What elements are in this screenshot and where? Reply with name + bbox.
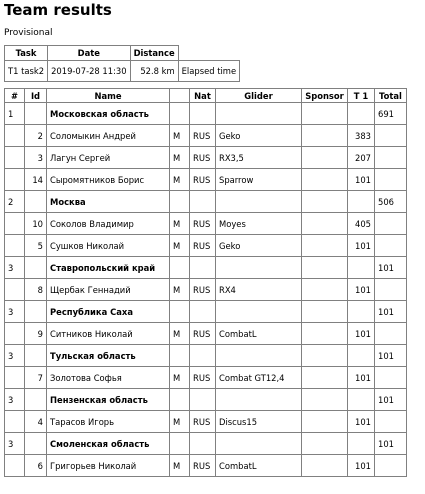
team-t1-cell (348, 257, 375, 279)
team-sponsor-cell (302, 191, 348, 213)
team-sex-cell (170, 257, 190, 279)
sex-header (170, 89, 190, 103)
team-id-cell (25, 345, 47, 367)
team-nat-cell (190, 257, 216, 279)
task-scoring-note: Elapsed time (178, 61, 239, 82)
team-t1-cell (348, 301, 375, 323)
pilot-t1: 101 (348, 367, 375, 389)
pilot-rank-cell (5, 455, 25, 477)
pilot-sponsor (302, 169, 348, 191)
team-t1-cell (348, 191, 375, 213)
pilot-name: Щербак Геннадий (47, 279, 170, 301)
pilot-id: 5 (25, 235, 47, 257)
pilot-nat: RUS (190, 279, 216, 301)
pilot-id: 2 (25, 125, 47, 147)
pilot-row (5, 147, 407, 169)
team-results-table (4, 88, 407, 477)
task-info-table (4, 45, 240, 82)
team-id-cell (25, 389, 47, 411)
pilot-total-cell (375, 323, 407, 345)
team-total: 101 (375, 301, 407, 323)
pilot-t1: 405 (348, 213, 375, 235)
team-row (5, 257, 407, 279)
pilot-row (5, 323, 407, 345)
team-rank: 3 (5, 345, 25, 367)
pilot-rank-cell (5, 147, 25, 169)
pilot-total-cell (375, 169, 407, 191)
team-nat-cell (190, 301, 216, 323)
pilot-row (5, 411, 407, 433)
team-total: 506 (375, 191, 407, 213)
t1-header: T 1 (348, 89, 375, 103)
team-sex-cell (170, 191, 190, 213)
status-label: Provisional (4, 28, 53, 38)
task-info-row (5, 61, 240, 82)
pilot-total-cell (375, 411, 407, 433)
pilot-nat: RUS (190, 147, 216, 169)
results-body (5, 103, 407, 477)
pilot-row (5, 169, 407, 191)
distance-header: Distance (130, 46, 178, 61)
pilot-name: Сыромятников Борис (47, 169, 170, 191)
pilot-rank-cell (5, 323, 25, 345)
pilot-glider: Geko (216, 125, 302, 147)
pilot-glider: Geko (216, 235, 302, 257)
team-name: Ставропольский край (47, 257, 170, 279)
team-sponsor-cell (302, 103, 348, 125)
pilot-sponsor (302, 323, 348, 345)
team-id-cell (25, 103, 47, 125)
team-sponsor-cell (302, 257, 348, 279)
pilot-total-cell (375, 455, 407, 477)
team-t1-cell (348, 103, 375, 125)
pilot-sex: M (170, 213, 190, 235)
pilot-rank-cell (5, 213, 25, 235)
total-header: Total (375, 89, 407, 103)
pilot-glider: RX4 (216, 279, 302, 301)
pilot-rank-cell (5, 169, 25, 191)
team-sex-cell (170, 433, 190, 455)
team-rank: 3 (5, 301, 25, 323)
team-glider-cell (216, 389, 302, 411)
pilot-nat: RUS (190, 367, 216, 389)
pilot-name: Золотова Софья (47, 367, 170, 389)
pilot-t1: 383 (348, 125, 375, 147)
team-glider-cell (216, 257, 302, 279)
pilot-sex: M (170, 411, 190, 433)
pilot-glider: Moyes (216, 213, 302, 235)
task-date: 2019-07-28 11:30 (48, 61, 130, 82)
team-sponsor-cell (302, 345, 348, 367)
team-sex-cell (170, 103, 190, 125)
pilot-nat: RUS (190, 235, 216, 257)
team-rank: 3 (5, 433, 25, 455)
pilot-nat: RUS (190, 323, 216, 345)
pilot-glider: RX3,5 (216, 147, 302, 169)
team-rank: 1 (5, 103, 25, 125)
glider-header: Glider (216, 89, 302, 103)
pilot-id: 7 (25, 367, 47, 389)
date-header: Date (48, 46, 130, 61)
pilot-glider: CombatL (216, 455, 302, 477)
pilot-t1: 101 (348, 279, 375, 301)
pilot-sponsor (302, 455, 348, 477)
team-rank: 3 (5, 389, 25, 411)
pilot-sex: M (170, 455, 190, 477)
pilot-sex: M (170, 367, 190, 389)
pilot-row (5, 367, 407, 389)
task-header-row (5, 46, 240, 61)
team-sponsor-cell (302, 433, 348, 455)
pilot-rank-cell (5, 279, 25, 301)
pilot-total-cell (375, 125, 407, 147)
pilot-glider: Combat GT12,4 (216, 367, 302, 389)
team-row (5, 345, 407, 367)
team-nat-cell (190, 433, 216, 455)
team-sex-cell (170, 345, 190, 367)
task-header: Task (5, 46, 48, 61)
pilot-sponsor (302, 411, 348, 433)
pilot-id: 8 (25, 279, 47, 301)
task-distance: 52.8 km (130, 61, 178, 82)
pilot-sex: M (170, 147, 190, 169)
team-total: 101 (375, 257, 407, 279)
pilot-t1: 101 (348, 411, 375, 433)
team-id-cell (25, 301, 47, 323)
pilot-sponsor (302, 213, 348, 235)
nat-header: Nat (190, 89, 216, 103)
pilot-nat: RUS (190, 169, 216, 191)
team-nat-cell (190, 389, 216, 411)
pilot-glider: Sparrow (216, 169, 302, 191)
team-sex-cell (170, 301, 190, 323)
rank-header: # (5, 89, 25, 103)
team-rank: 2 (5, 191, 25, 213)
pilot-sex: M (170, 235, 190, 257)
team-glider-cell (216, 103, 302, 125)
pilot-name: Ситников Николай (47, 323, 170, 345)
pilot-sponsor (302, 147, 348, 169)
pilot-sponsor (302, 125, 348, 147)
team-id-cell (25, 257, 47, 279)
team-glider-cell (216, 345, 302, 367)
pilot-name: Сушков Николай (47, 235, 170, 257)
pilot-nat: RUS (190, 411, 216, 433)
pilot-id: 9 (25, 323, 47, 345)
pilot-id: 10 (25, 213, 47, 235)
id-header: Id (25, 89, 47, 103)
pilot-sex: M (170, 169, 190, 191)
pilot-sponsor (302, 367, 348, 389)
pilot-name: Соколов Владимир (47, 213, 170, 235)
sponsor-header: Sponsor (302, 89, 348, 103)
pilot-rank-cell (5, 367, 25, 389)
pilot-nat: RUS (190, 125, 216, 147)
pilot-rank-cell (5, 235, 25, 257)
pilot-t1: 101 (348, 323, 375, 345)
team-nat-cell (190, 191, 216, 213)
pilot-t1: 207 (348, 147, 375, 169)
pilot-glider: Discus15 (216, 411, 302, 433)
pilot-id: 3 (25, 147, 47, 169)
pilot-row (5, 235, 407, 257)
team-name: Смоленская область (47, 433, 170, 455)
task-name: T1 task2 (5, 61, 48, 82)
team-nat-cell (190, 345, 216, 367)
pilot-id: 14 (25, 169, 47, 191)
team-t1-cell (348, 345, 375, 367)
pilot-t1: 101 (348, 235, 375, 257)
team-sponsor-cell (302, 389, 348, 411)
pilot-sponsor (302, 279, 348, 301)
pilot-glider: CombatL (216, 323, 302, 345)
team-row (5, 433, 407, 455)
team-nat-cell (190, 103, 216, 125)
pilot-nat: RUS (190, 213, 216, 235)
pilot-rank-cell (5, 411, 25, 433)
team-total: 101 (375, 345, 407, 367)
results-header-row (5, 89, 407, 103)
team-glider-cell (216, 301, 302, 323)
team-sex-cell (170, 389, 190, 411)
pilot-id: 6 (25, 455, 47, 477)
pilot-id: 4 (25, 411, 47, 433)
team-total: 101 (375, 433, 407, 455)
team-row (5, 103, 407, 125)
pilot-name: Соломыкин Андрей (47, 125, 170, 147)
team-glider-cell (216, 191, 302, 213)
pilot-rank-cell (5, 125, 25, 147)
team-t1-cell (348, 389, 375, 411)
pilot-name: Григорьев Николай (47, 455, 170, 477)
pilot-sex: M (170, 125, 190, 147)
pilot-sex: M (170, 323, 190, 345)
pilot-name: Тарасов Игорь (47, 411, 170, 433)
pilot-total-cell (375, 235, 407, 257)
pilot-t1: 101 (348, 455, 375, 477)
team-name: Республика Саха (47, 301, 170, 323)
pilot-total-cell (375, 279, 407, 301)
team-row (5, 389, 407, 411)
team-total: 691 (375, 103, 407, 125)
pilot-total-cell (375, 147, 407, 169)
pilot-t1: 101 (348, 169, 375, 191)
team-row (5, 301, 407, 323)
pilot-name: Лагун Сергей (47, 147, 170, 169)
team-total: 101 (375, 389, 407, 411)
pilot-row (5, 455, 407, 477)
pilot-sex: M (170, 279, 190, 301)
team-name: Тульская область (47, 345, 170, 367)
team-name: Пензенская область (47, 389, 170, 411)
pilot-row (5, 279, 407, 301)
team-rank: 3 (5, 257, 25, 279)
pilot-row (5, 125, 407, 147)
team-name: Московская область (47, 103, 170, 125)
pilot-total-cell (375, 367, 407, 389)
pilot-total-cell (375, 213, 407, 235)
team-id-cell (25, 433, 47, 455)
pilot-nat: RUS (190, 455, 216, 477)
name-header: Name (47, 89, 170, 103)
team-row (5, 191, 407, 213)
team-glider-cell (216, 433, 302, 455)
team-sponsor-cell (302, 301, 348, 323)
team-name: Москва (47, 191, 170, 213)
pilot-row (5, 213, 407, 235)
page-title: Team results (4, 1, 112, 19)
team-t1-cell (348, 433, 375, 455)
pilot-sponsor (302, 235, 348, 257)
team-id-cell (25, 191, 47, 213)
